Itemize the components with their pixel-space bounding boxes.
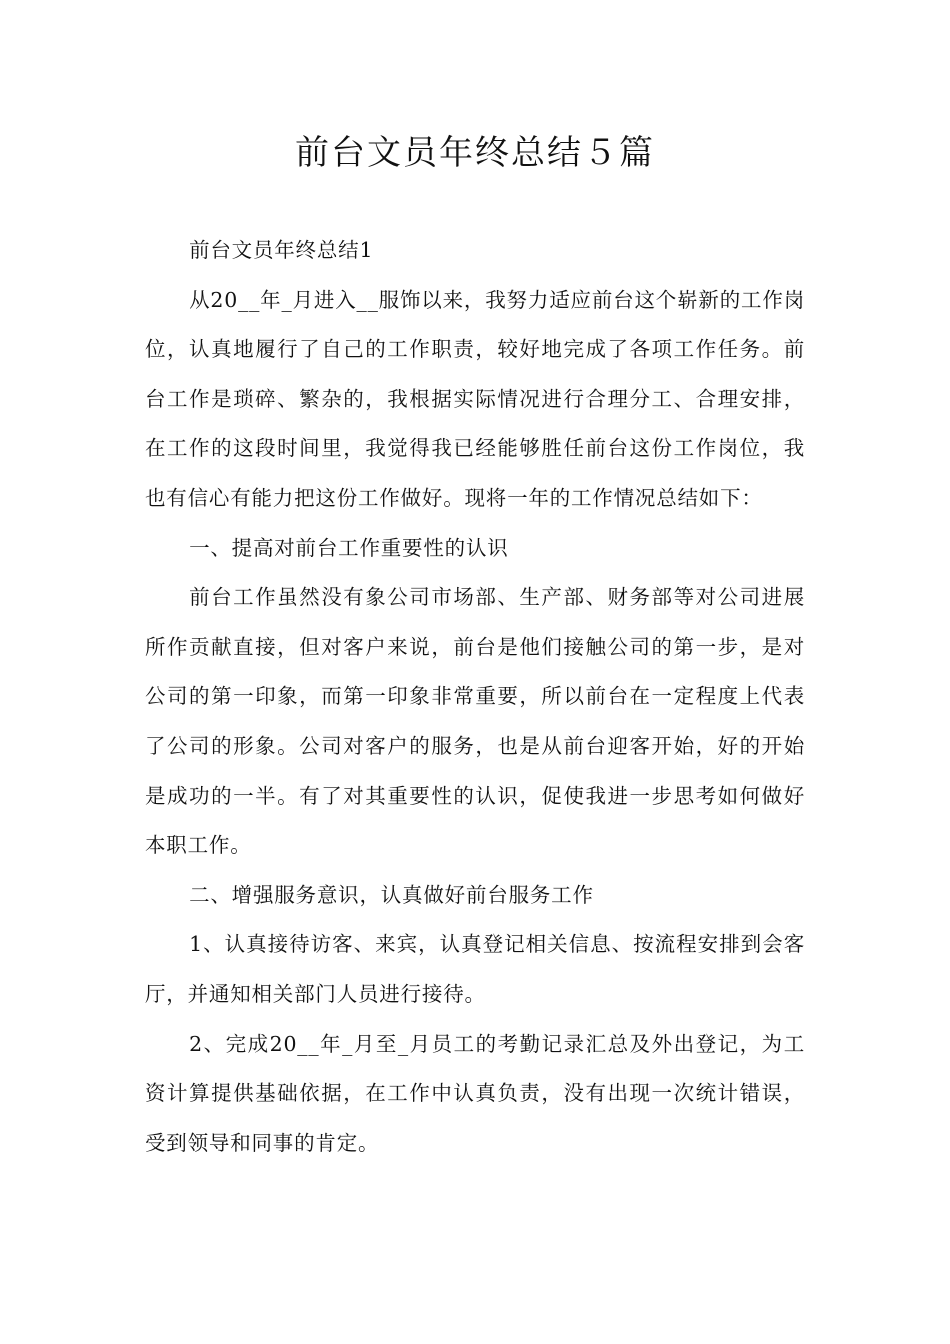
paragraph-item-1: 1、认真接待访客、来宾，认真登记相关信息、按流程安排到会客厅，并通知相关部门人员进行接待。	[145, 932, 805, 1006]
document-title: 前台文员年终总结５篇	[295, 133, 655, 173]
subheading-one: 一、提高对前台工作重要性的认识	[189, 535, 509, 560]
section-heading-1: 前台文员年终总结1	[189, 238, 374, 262]
paragraph-item-2: 2、完成20__年_月至_月员工的考勤记录汇总及外出登记，为工资计算提供基础依据，在工作中认真负责，没有出现一次统计错误，受到领导和同事的肯定。	[145, 1031, 805, 1155]
subheading-two: 二、增强服务意识，认真做好前台服务工作	[189, 882, 594, 907]
document-body	[145, 226, 805, 1168]
paragraph-intro: 从20__年_月进入__服饰以来，我努力适应前台这个崭新的工作岗位，认真地履行了自己的工作职责，较好地完成了各项工作任务。前台工作是琐碎、繁杂的，我根据实际情况进行合理分工、合理安排，在工作的这段时间里，我觉得我已经能够胜任前台这份工作岗位，我也有信心有能力把这份工作做好。现将一年的工作情况总结如下：	[145, 287, 805, 510]
paragraph-importance: 前台工作虽然没有象公司市场部、生产部、财务部等对公司进展所作贡献直接，但对客户来说，前台是他们接触公司的第一步，是对公司的第一印象，而第一印象非常重要，所以前台在一定程度上代表了公司的形象。公司对客户的服务，也是从前台迎客开始，好的开始是成功的一半。有了对其重要性的认识，促使我进一步思考如何做好本职工作。	[145, 585, 805, 858]
